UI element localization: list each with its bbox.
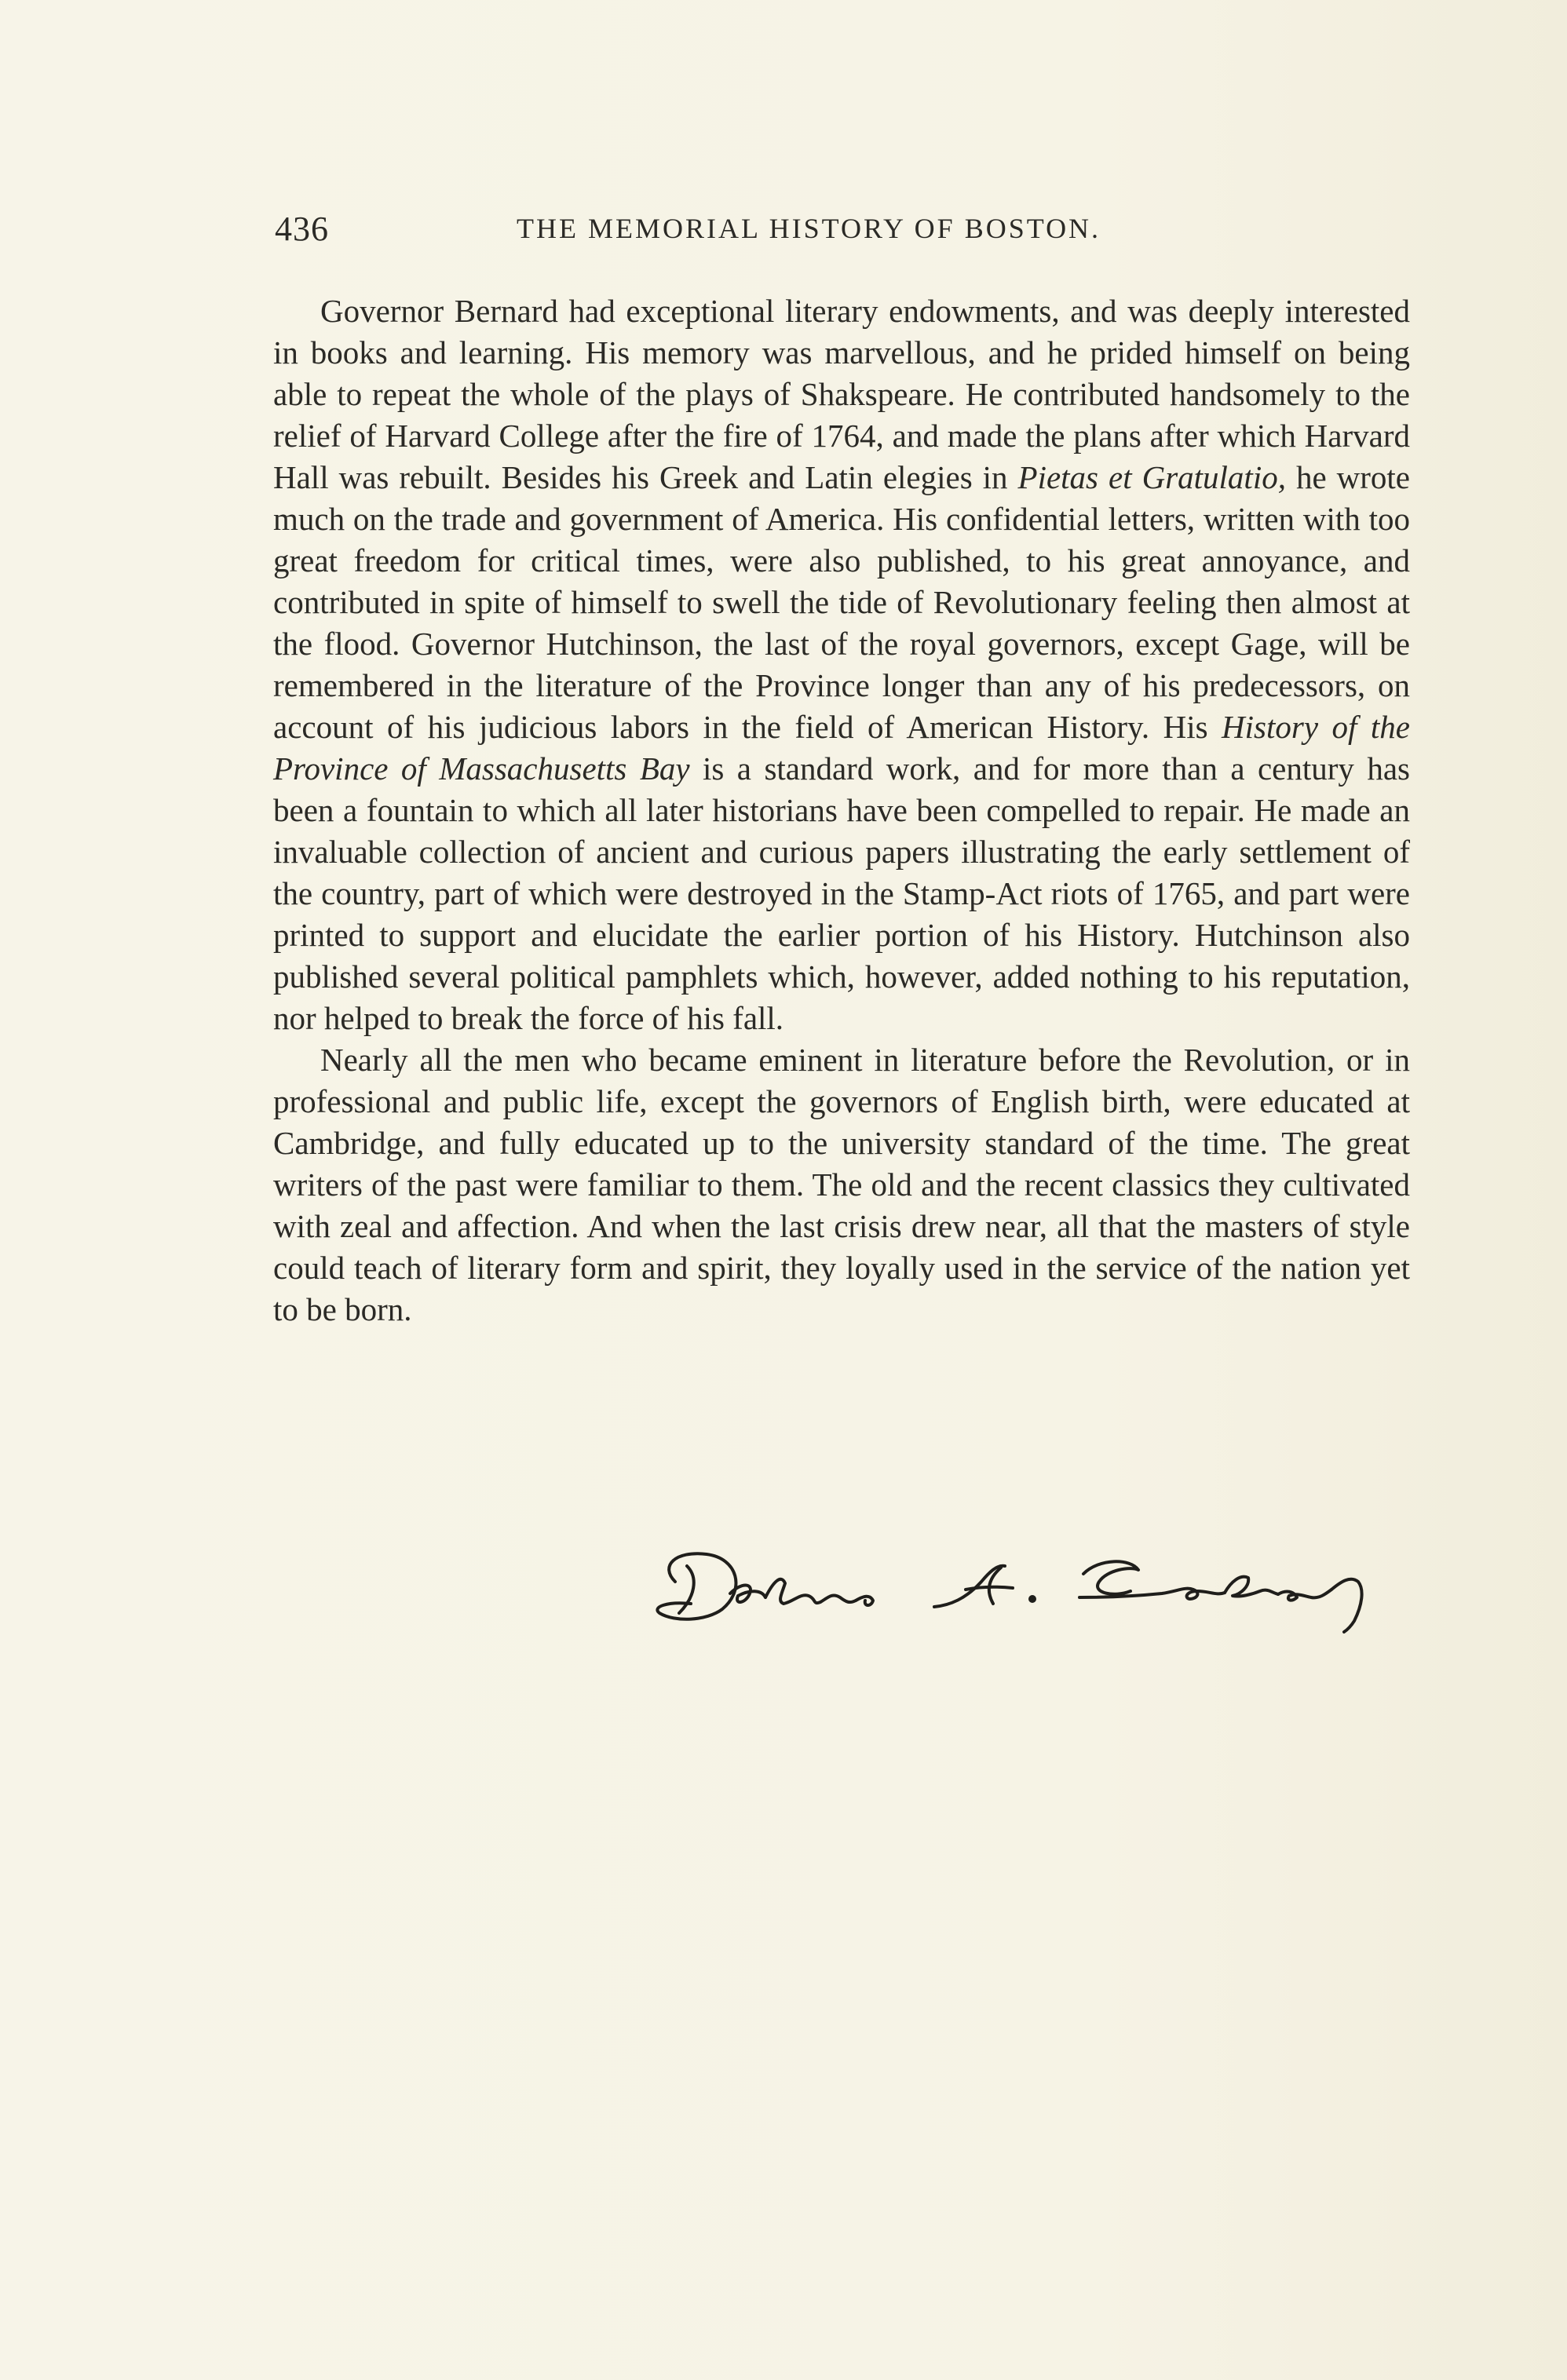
paragraph-1-part-a: Governor Bernard had exceptional literary endowments, and was deeply interested in books and learning. His memory was marvellous, and he prided himself on being able to repeat the whole of the plays of Shakspeare. He contributed handsomely to the relief of Harvard College after the fire of 1764, and made the plans after which Harvard Hall was rebuilt. Besides his Greek and Latin elegies in [273,293,1410,495]
paragraph-2: Nearly all the men who became eminent in literature before the Revolution, or in professional and public life, except the governors of English birth, were educated at Cambridge, and fully educated up to the university standard of the time. The great writers of the past were familiar to them. The old and the recent classics they cultivated with zeal and affection. And when the last crisis drew near, all that the masters of style could teach of literary form and spirit, they loyally used in the service of the nation yet to be born. [273,1042,1410,1327]
paragraph-1 [273,290,1410,1039]
running-head [275,209,1408,256]
paragraph-1-part-b: he wrote much on the trade and government of America. His confidential letters, written with too great freedom for critical times, were also published, to his great annoyance, and contributed in spite of himself to swell the tide of Revolutionary feeling then almost at the flood. Governor Hutchinson, the last of the royal governors, except Gage, will be remembered in the literature of the Province longer than any of his predecessors, on account of his judicious labors in the field of American History. His [273,459,1410,745]
signature-handwriting-icon [644,1535,1397,1637]
signature-strokes [657,1553,1361,1632]
title-pietas-et-gratulatio: Pietas et Gratulatio, [1017,459,1286,495]
paragraph-1-part-c: is a standard work, and for more than a century has been a fountain to which all later historians have been compelled to repair. He made an invaluable collection of ancient and curious papers illustrating the early settlement of the country, part of which were destroyed in the Stamp-Act riots of 1765, and part were printed to support and elucidate the earlier portion of his History. Hutchinson also published several political pamphlets which, however, added nothing to his reputation, nor helped to break the force of his fall. [273,750,1410,1036]
body-text [273,290,1410,1331]
signature [644,1535,1397,1637]
page-number: 436 [275,210,329,248]
title-history-of-massachusetts-bay: History of the Province of Massachusetts Bay [273,709,1411,787]
book-title: THE MEMORIAL HISTORY OF BOSTON. [517,213,1101,244]
